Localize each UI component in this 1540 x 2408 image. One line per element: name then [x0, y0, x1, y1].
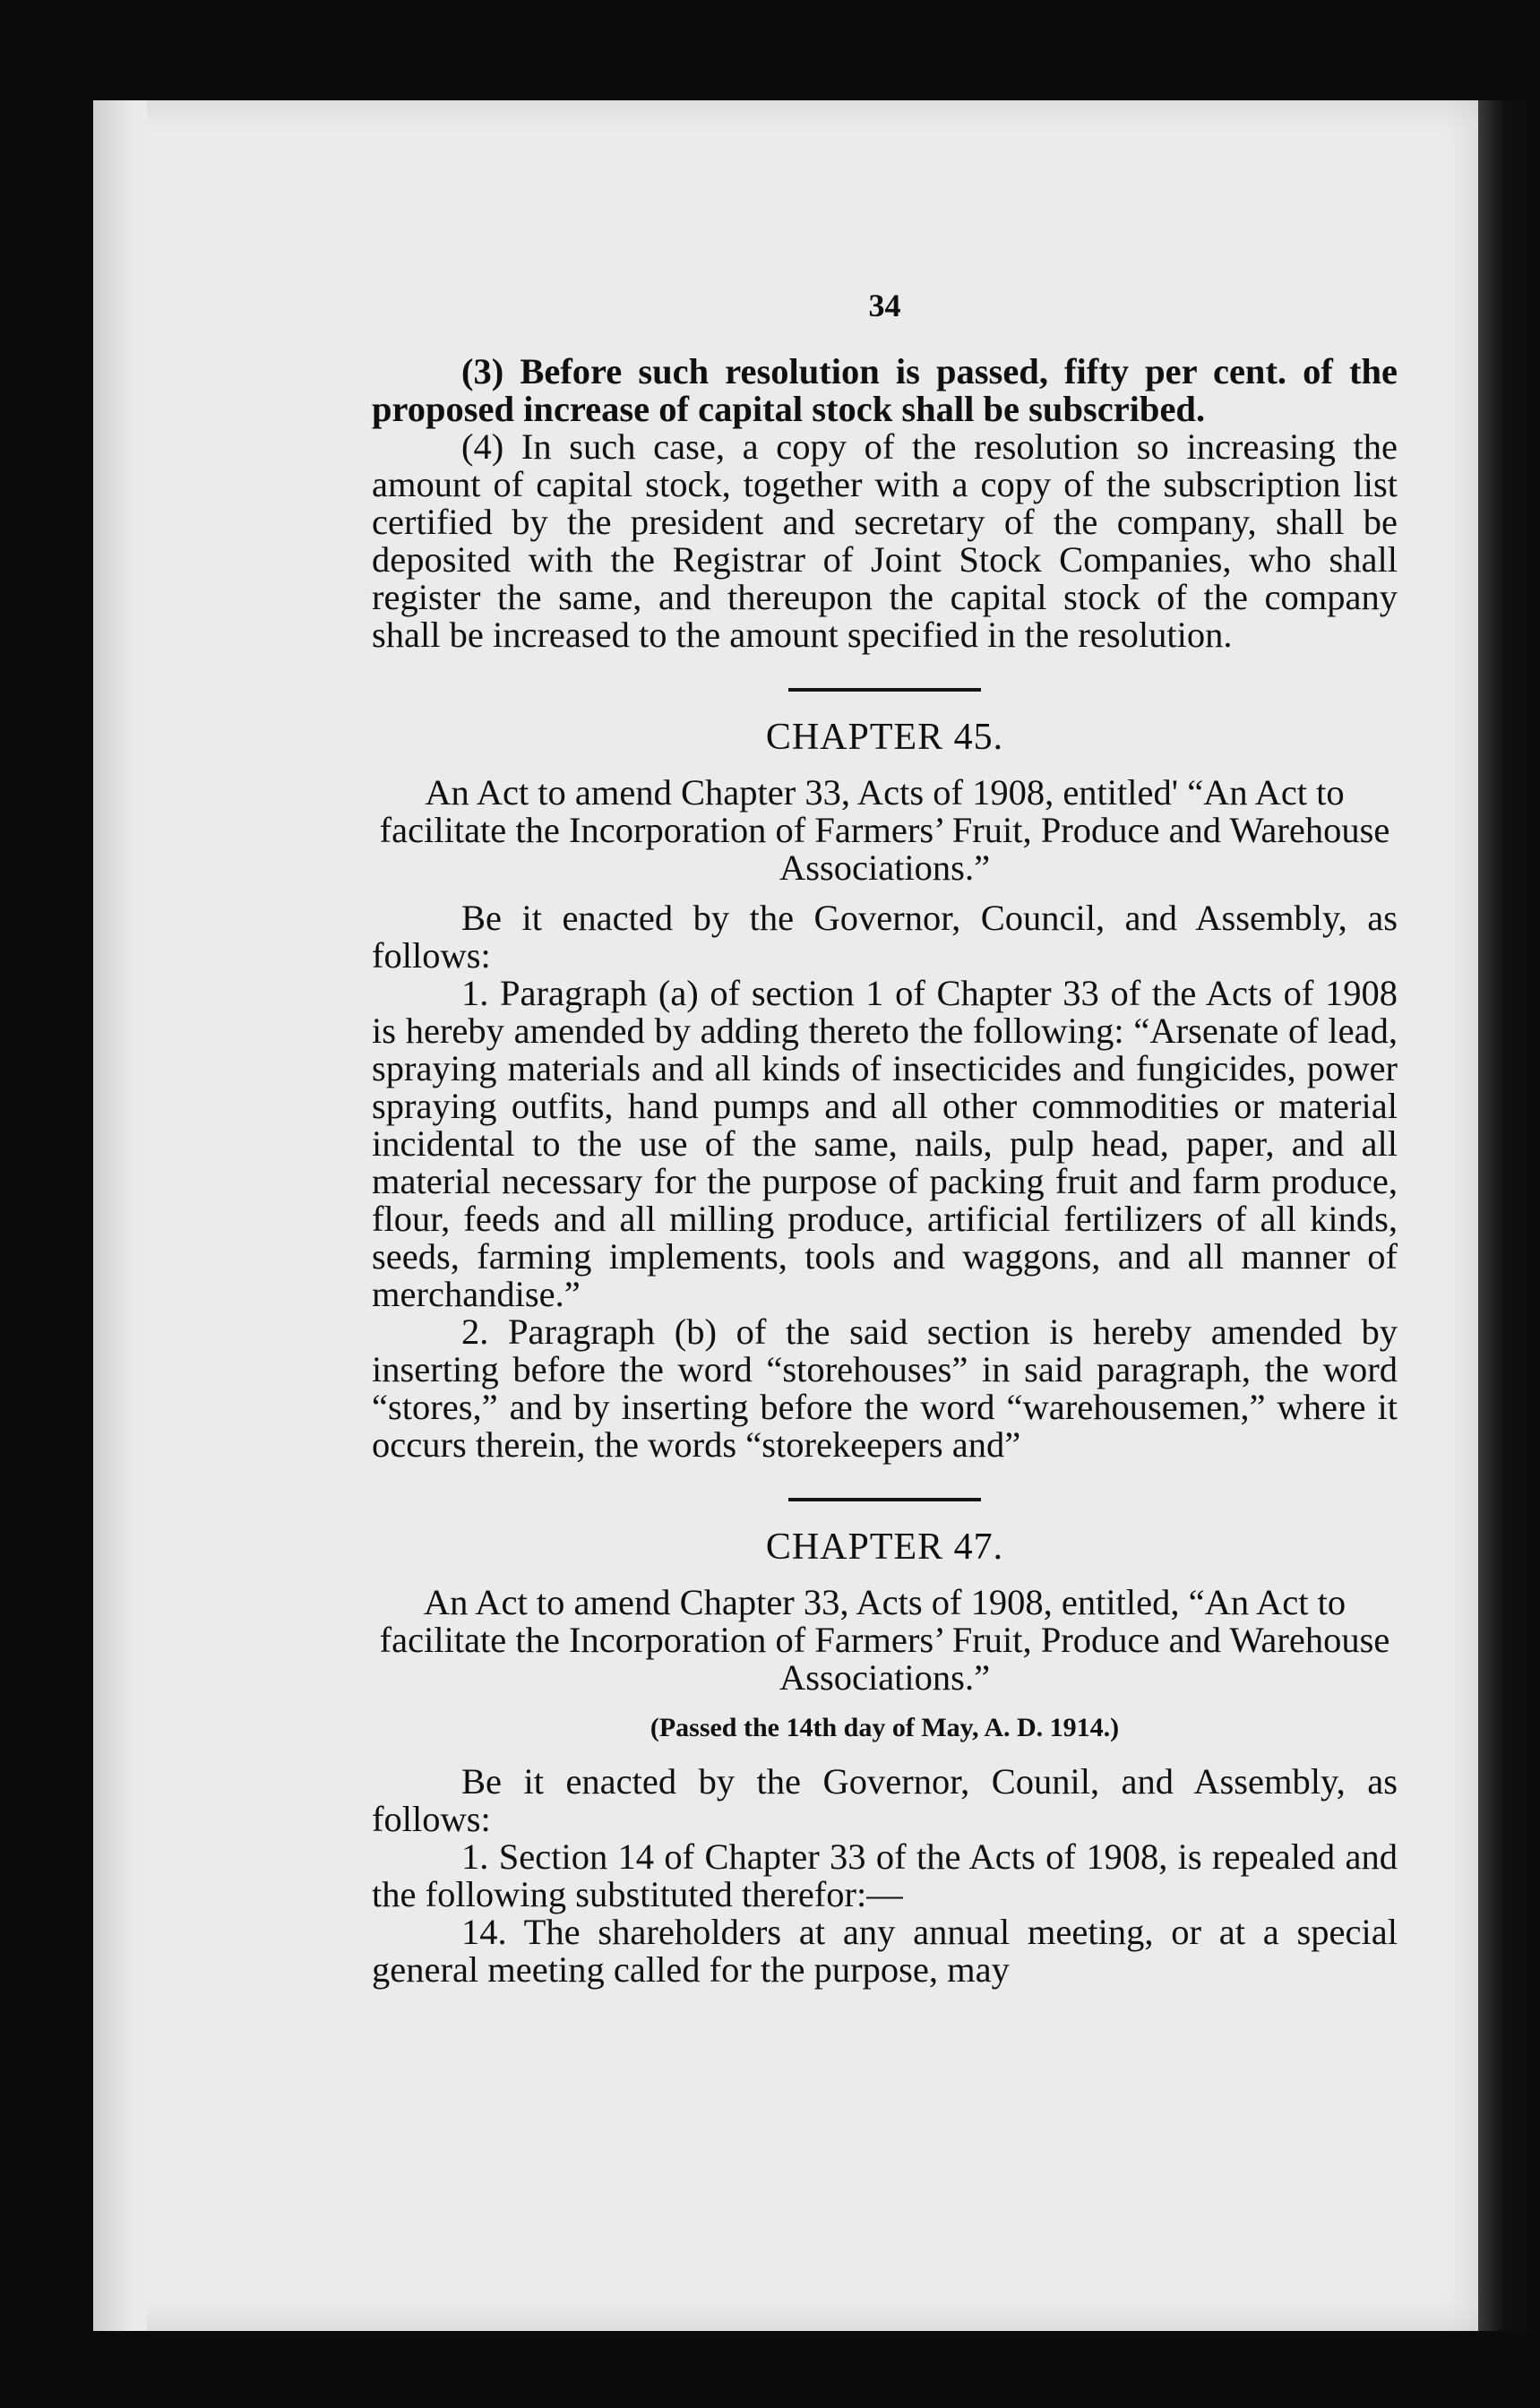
chapter-47-passed-date: (Passed the 14th day of May, A. D. 1914.)	[650, 1713, 1120, 1742]
paragraph-3: (3) Before such resolution is passed, fifty per cent. of the proposed increase of capital stock shall be subscribed.	[372, 351, 1398, 429]
page-binding-shadow	[93, 100, 147, 2331]
chapter-45-heading: CHAPTER 45.	[765, 717, 1004, 758]
paragraph-4: (4) In such case, a copy of the resolution so increasing the amount of capital stock, together with a copy of the subscription list certified by the president and secretary of the company, shall be deposited with the Registrar of Joint Stock Companies, who shall register the same, and thereupon the capital stock of the company shall be increased to the amount specified in the resolution.	[372, 426, 1398, 655]
chapter-45-section-1: 1. Paragraph (a) of section 1 of Chapter 33 of the Acts of 1908 is hereby amended by adding thereto the following: “Arsenate of lead, spraying materials and all kinds of insecticides and fungicides, power spraying outfits, hand pumps and all other commodities or material incidental to the use of the same, nails, pulp head, paper, and all material necessary for the purpose of packing fruit and farm produce, flour, feeds and all milling produce, artificial fertilizers of all kinds, seeds, farming implements, tools and waggons, and all manner of merchandise.”	[372, 973, 1398, 1314]
page-text-block	[372, 287, 1398, 1989]
chapter-45-enacting-clause: Be it enacted by the Governor, Council, and Assembly, as follows:	[372, 898, 1398, 976]
chapter-45-title: An Act to amend Chapter 33, Acts of 1908, entitled' “An Act to facilitate the Incorporation of Farmers’ Fruit, Produce and Warehouse Associations.”	[379, 772, 1390, 888]
chapter-47-section-1: 1. Section 14 of Chapter 33 of the Acts of 1908, is repealed and the following substituted therefor:—	[372, 1836, 1398, 1914]
chapter-47-title: An Act to amend Chapter 33, Acts of 1908, entitled, “An Act to facilitate the Incorporation of Farmers’ Fruit, Produce and Warehouse Associations.”	[379, 1582, 1390, 1698]
chapter-47-heading: CHAPTER 47.	[765, 1526, 1004, 1568]
page-number: 34	[868, 288, 901, 323]
page-edge-shadow	[1478, 100, 1540, 2331]
chapter-47-enacting-clause: Be it enacted by the Governor, Counil, and Assembly, as follows:	[372, 1761, 1398, 1839]
section-divider	[788, 688, 981, 692]
chapter-45-section-2: 2. Paragraph (b) of the said section is hereby amended by inserting before the word “storehouses” in said paragraph, the word “stores,” and by inserting before the word “warehousemen,” where it occurs therein, the words “storekeepers and”	[372, 1312, 1398, 1465]
chapter-47-section-14: 14. The shareholders at any annual meeting, or at a special general meeting called for the purpose, may	[372, 1912, 1398, 1990]
section-divider	[788, 1498, 981, 1501]
